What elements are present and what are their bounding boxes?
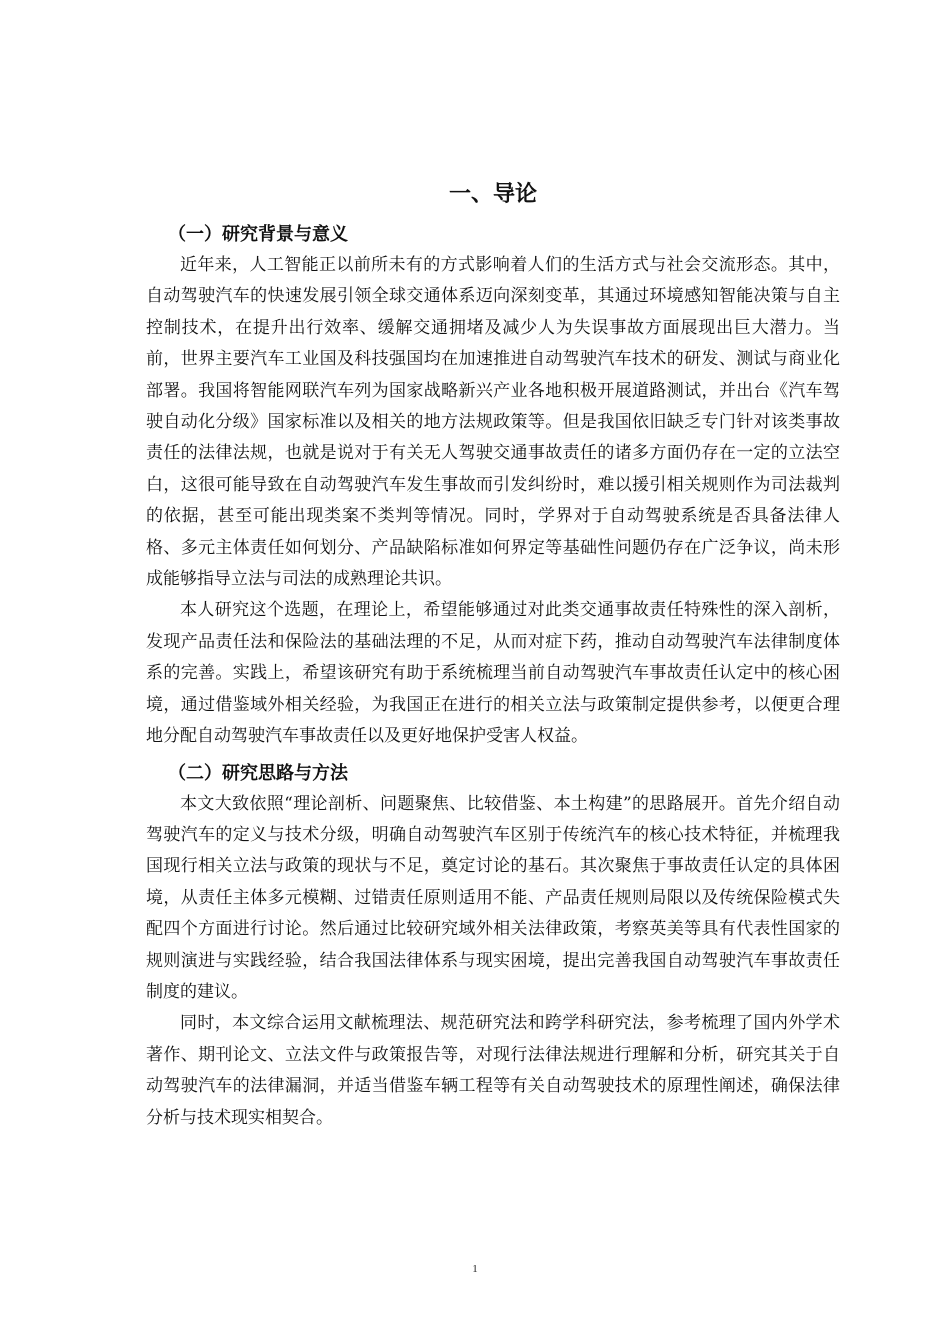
- paragraph-significance: 本人研究这个选题，在理论上，希望能够通过对此类交通事故责任特殊性的深入剖析，发现产品责任法和保险法的基础法理的不足，从而对症下药，推动自动驾驶汽车法律制度体系的完善。实践上，希望该研究有助于系统梳理当前自动驾驶汽车事故责任认定中的核心困境，通过借鉴域外相关经验，为我国正在进行的相关立法与政策制定提供参考，以便更合理地分配自动驾驶汽车事故责任以及更好地保护受害人权益。: [146, 600, 840, 747]
- chapter-title: 一、导论: [448, 182, 537, 207]
- section-heading-methods: （二）研究思路与方法: [168, 762, 348, 784]
- paragraph-methods: 同时，本文综合运用文献梳理法、规范研究法和跨学科研究法，参考梳理了国内外学术著作、期刊论文、立法文件与政策报告等，对现行法律法规进行理解和分析，研究其关于自动驾驶汽车的法律漏洞，并适当借鉴车辆工程等有关自动驾驶技术的原理性阐述，确保法律分析与技术现实相契合。: [146, 1013, 840, 1128]
- paragraph-background: 近年来，人工智能正以前所未有的方式影响着人们的生活方式与社会交流形态。其中，自动驾驶汽车的快速发展引领全球交通体系迈向深刻变革，其通过环境感知智能决策与自主控制技术，在提升出行效率、缓解交通拥堵及减少人为失误事故方面展现出巨大潜力。当前，世界主要汽车工业国及科技强国均在加速推进自动驾驶汽车技术的研发、测试与商业化部署。我国将智能网联汽车列为国家战略新兴产业各地积极开展道路测试，并出台《汽车驾驶自动化分级》国家标准以及相关的地方法规政策等。但是我国依旧缺乏专门针对该类事故责任的法律法规，也就是说对于有关无人驾驶交通事故责任的诸多方面仍存在一定的立法空白，这很可能导致在自动驾驶汽车发生事故而引发纠纷时，难以援引相关规则作为司法裁判的依据，甚至可能出现类案不类判等情况。同时，学界对于自动驾驶系统是否具备法律人格、多元主体责任如何划分、产品缺陷标准如何界定等基础性问题仍存在广泛争议，尚未形成能够指导立法与司法的成熟理论共识。: [146, 255, 840, 590]
- section-heading-background: （一）研究背景与意义: [168, 224, 348, 245]
- page-content: [146, 178, 840, 1134]
- paragraph-approach: 本文大致依照“理论剖析、问题聚焦、比较借鉴、本土构建”的思路展开。首先介绍自动驾驶汽车的定义与技术分级，明确自动驾驶汽车区别于传统汽车的核心技术特征，并梳理我国现行相关立法与政策的现状与不足，奠定讨论的基石。其次聚焦于事故责任认定的具体困境，从责任主体多元模糊、过错责任原则适用不能、产品责任规则局限以及传统保险模式失配四个方面进行讨论。然后通过比较研究域外相关法律政策，考察英美等具有代表性国家的规则演进与实践经验，结合我国法律体系与现实困境，提出完善我国自动驾驶汽车事故责任制度的建议。: [146, 793, 840, 1002]
- page-number: 1: [472, 1263, 478, 1275]
